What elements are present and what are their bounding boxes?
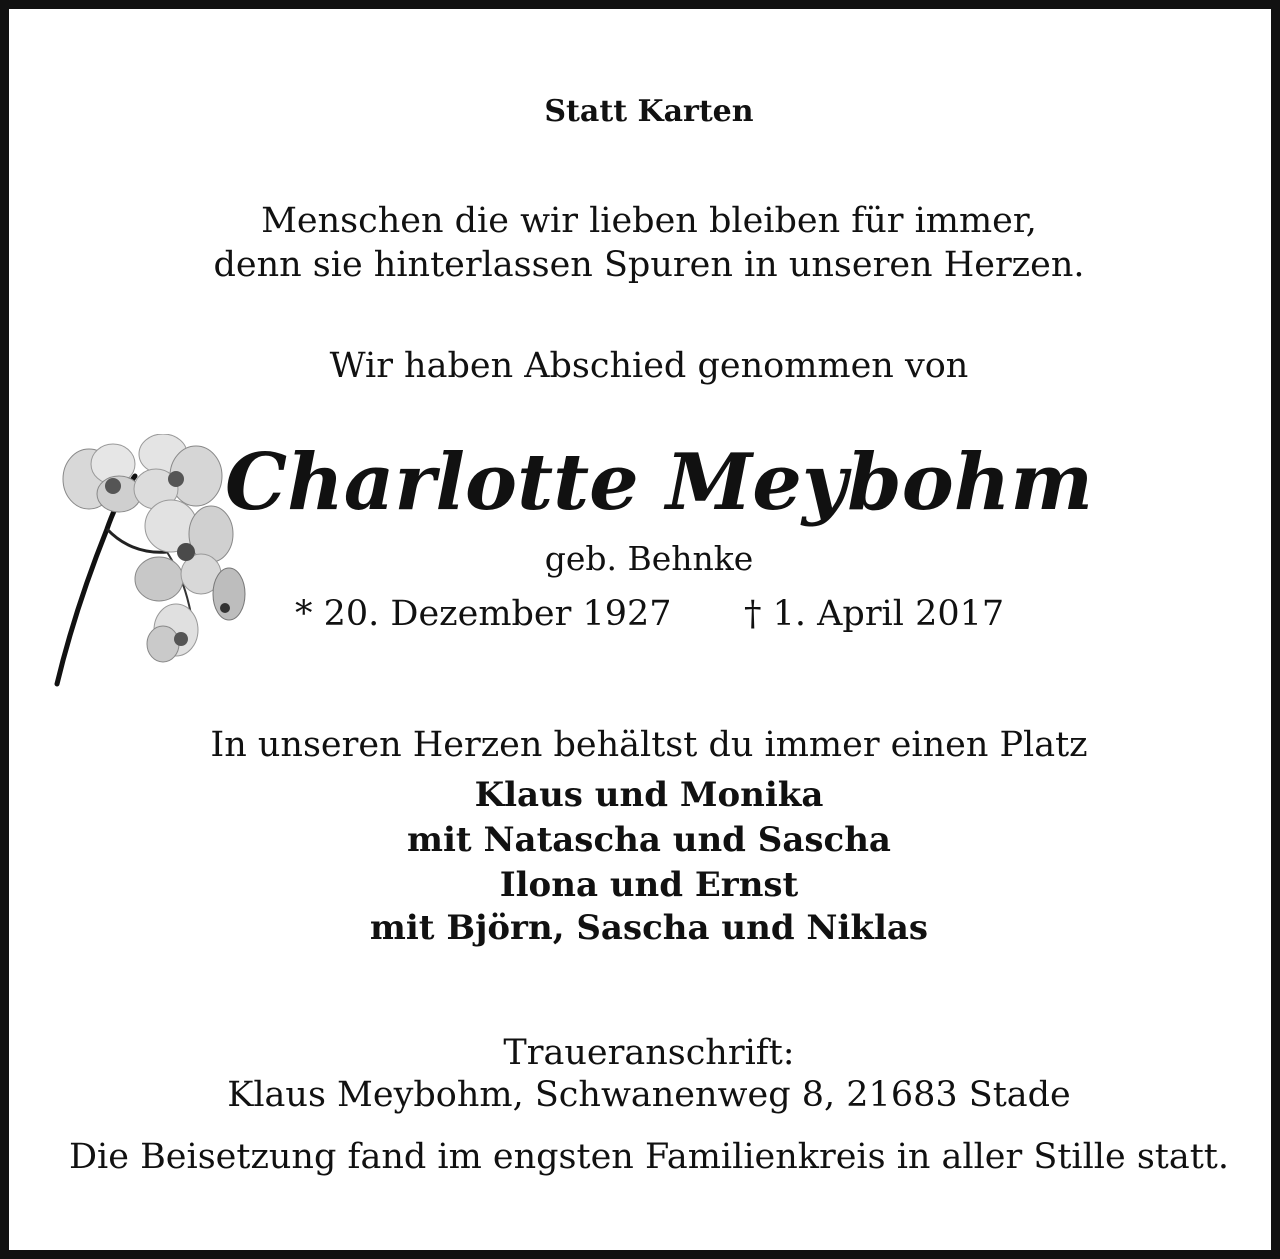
quote-line-1: Menschen die wir lieben bleiben für immer, — [261, 201, 1037, 241]
deceased-name: Charlotte Meybohm — [224, 437, 1094, 528]
quote-line-2: denn sie hinterlassen Spuren in unseren Herzen. — [213, 245, 1085, 285]
birth-date: * 20. Dezember 1927 — [295, 594, 672, 634]
closing-text: In unseren Herzen behältst du immer einen Platz — [210, 725, 1088, 765]
maiden-name: geb. Behnke — [544, 539, 754, 578]
death-date: † 1. April 2017 — [744, 594, 1005, 634]
intro-text: Wir haben Abschied genommen von — [329, 346, 969, 386]
header-text: Statt Karten — [544, 94, 754, 129]
address-text: Klaus Meybohm, Schwanenweg 8, 21683 Stade — [227, 1075, 1071, 1115]
family-line-2: mit Natascha und Sascha — [407, 820, 891, 860]
family-line-3: Ilona und Ernst — [499, 865, 799, 905]
family-line-4: mit Björn, Sascha und Niklas — [369, 908, 929, 948]
family-line-1: Klaus und Monika — [474, 775, 824, 815]
funeral-note: Die Beisetzung fand im engsten Familienkreis in aller Stille statt. — [68, 1137, 1229, 1177]
address-label: Traueranschrift: — [503, 1033, 795, 1073]
